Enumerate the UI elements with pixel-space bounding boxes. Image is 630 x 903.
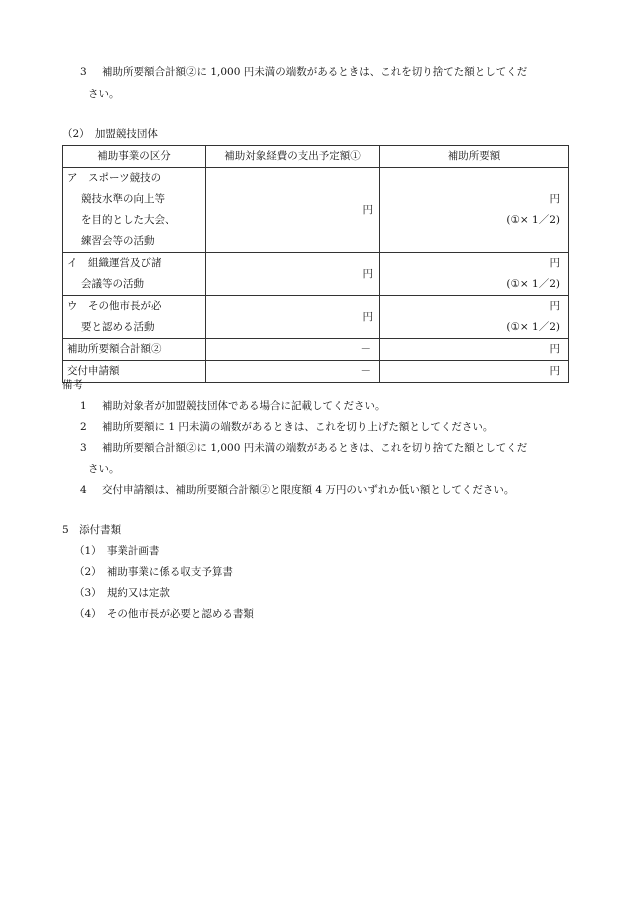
remark-number: 2 <box>80 421 87 433</box>
required-cell-a <box>380 168 569 253</box>
application-label: 交付申請額 <box>63 361 206 383</box>
category-line: イ 組織運営及び諸 <box>67 257 162 269</box>
category-line: 会議等の活動 <box>81 278 144 290</box>
table-header-row <box>63 146 569 168</box>
remark-number: 1 <box>80 400 87 412</box>
section-heading: （2） 加盟競技団体 <box>62 128 158 140</box>
table-row-application <box>63 361 569 383</box>
remark-text: 交付申請額は、補助所要額合計額②と限度額 4 万円のいずれか低い額としてください。 <box>102 484 515 496</box>
required-cell-b <box>380 253 569 296</box>
top-note <box>80 62 527 83</box>
header-required: 補助所要額 <box>380 146 569 168</box>
remark-text: 補助所要額に 1 円未満の端数があるときは、これを切り上げた額としてください。 <box>102 421 494 433</box>
remark-number: 4 <box>80 484 87 496</box>
attachment-item: （3） 規約又は定款 <box>74 587 170 599</box>
category-line: 競技水準の向上等 <box>81 193 165 205</box>
subsidy-table <box>62 145 569 383</box>
header-category: 補助事業の区分 <box>63 146 206 168</box>
attachment-item: （1） 事業計画書 <box>74 545 160 557</box>
required-unit: 円 <box>549 257 560 269</box>
table-row <box>63 168 569 253</box>
remark-number: 3 <box>80 442 87 454</box>
table-row <box>63 296 569 339</box>
header-expense: 補助対象経費の支出予定額① <box>206 146 380 168</box>
required-cell-c <box>380 296 569 339</box>
attachments-heading: 5 添付書類 <box>62 524 122 536</box>
top-note-number: 3 <box>80 66 87 78</box>
expense-cell-c <box>206 296 380 339</box>
required-unit: 円 <box>549 193 560 205</box>
table-row <box>63 253 569 296</box>
expense-unit: 円 <box>362 267 373 280</box>
table-row-total <box>63 339 569 361</box>
total-unit: 円 <box>380 339 569 361</box>
required-unit: 円 <box>549 300 560 312</box>
application-unit: 円 <box>380 361 569 383</box>
remark-continuation: さい。 <box>88 463 120 475</box>
category-cell-b <box>63 253 206 296</box>
expense-unit: 円 <box>362 310 373 323</box>
attachment-item: （2） 補助事業に係る収支予算書 <box>74 566 233 578</box>
remark-text: 補助所要額合計額②に 1,000 円未満の端数があるときは、これを切り捨てた額としてくだ <box>102 442 528 454</box>
expense-cell-b <box>206 253 380 296</box>
remark-item <box>80 396 386 417</box>
remarks-title: 備考 <box>62 379 83 391</box>
category-line: 要と認める活動 <box>81 321 155 333</box>
required-formula: (①× 1／2) <box>506 214 560 226</box>
top-note-line2: さい。 <box>88 88 120 100</box>
category-line: ウ その他市長が必 <box>67 300 162 312</box>
expense-cell-a <box>206 168 380 253</box>
remark-text: 補助対象者が加盟競技団体である場合に記載してください。 <box>102 400 386 412</box>
required-formula: (①× 1／2) <box>506 321 560 333</box>
top-note-line1: 補助所要額合計額②に 1,000 円未満の端数があるときは、これを切り捨てた額としてくだ <box>102 66 528 78</box>
total-dash: － <box>206 339 380 361</box>
total-label: 補助所要額合計額② <box>63 339 206 361</box>
attachment-item: （4） その他市長が必要と認める書類 <box>74 608 254 620</box>
required-formula: (①× 1／2) <box>506 278 560 290</box>
category-line: ア スポーツ競技の <box>67 172 162 184</box>
category-cell-a <box>63 168 206 253</box>
remark-item <box>80 417 493 438</box>
expense-unit: 円 <box>362 203 373 216</box>
remark-item <box>80 480 514 501</box>
category-line: を目的とした大会、 <box>81 214 176 226</box>
category-line: 練習会等の活動 <box>81 235 155 247</box>
remark-item <box>80 438 527 459</box>
category-cell-c <box>63 296 206 339</box>
application-dash: － <box>206 361 380 383</box>
